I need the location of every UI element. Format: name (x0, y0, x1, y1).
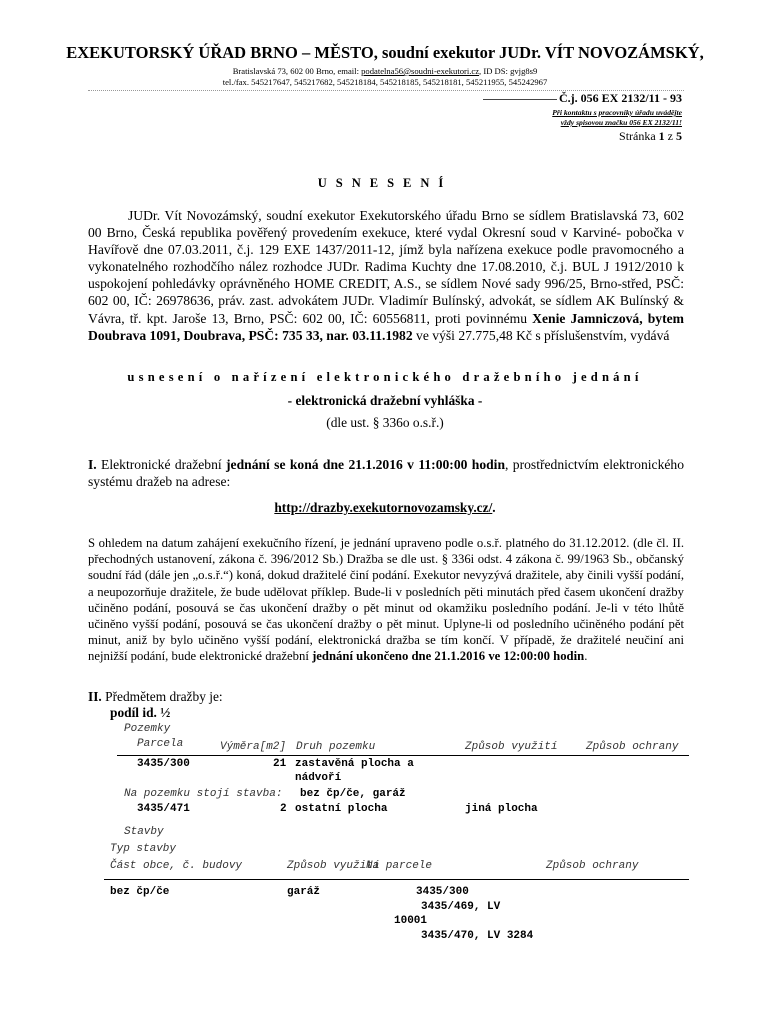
col-header-cast-obce: Část obce, č. budovy (110, 860, 243, 872)
building-parcel-2: 3435/469, LV (421, 901, 501, 913)
section-two-text: Předmětem dražby je: (101, 689, 223, 704)
land-row1-vymera: 21 (273, 758, 287, 770)
section-one-text: Elektronické dražební (96, 457, 227, 472)
col-header-druh: Druh pozemku (296, 741, 376, 753)
col-header-parcela: Parcela (137, 738, 184, 750)
page-label: Stránka (619, 129, 659, 143)
land-row2-druh: ostatní plocha (295, 803, 388, 815)
auction-rules-end: . (584, 649, 588, 664)
office-email-link[interactable]: podatelna56@soudni-exekutori.cz (361, 66, 480, 76)
auction-date: jednání se koná dne 21.1.2016 v 11:00:00 hodin (226, 457, 506, 472)
building-on-land-value: bez čp/če, garáž (300, 788, 406, 800)
document-title: USNESENÍ (317, 176, 453, 190)
auction-url-line (0, 500, 770, 516)
page-current: 1 (658, 129, 665, 143)
land-row1-parcela: 3435/300 (137, 758, 190, 770)
building-parcel-3: 3435/470, LV 3284 (421, 930, 534, 942)
ownership-share: podíl id. ½ (110, 705, 171, 720)
auction-url-link[interactable]: http://drazby.exekutornovozamsky.cz/ (274, 500, 493, 515)
land-row1-druh-line1: zastavěná plocha a (295, 758, 414, 770)
intro-text: JUDr. Vít Novozámský, soudní exekutor Exekutorského úřadu Brno se sídlem Bratislavská 73, 602 00 Brno, Česká republika pověřený provedením exekuce, které vydal Okresní soud v Karviné- pobočka v Havířově dne 07.03.2011, č.j. 129 EXE 1437/2011-12, jímž byla nařízena exekuce podle pravomocného a vykonatelného rozhodčího nález rozhodce JUDr. Radima Kuchty dne 17.08.2010, č.j. BUL J 1912/2010 k uspokojení pohledávky oprávněného HOME CREDIT, A.S., se sídlem Nové sady 996/25, Brno-střed, PSČ: 602 00, IČ: 26978636, práv. zast. advokátem JUDr. Vladimír Bulínský, advokát, se sídlem AK Bulínský & Vávra, tř. kpt. Jaroše 13, Brno, PSČ: 602 00, IČ: 60556811, proti povinnému (88, 208, 684, 326)
office-address (0, 66, 770, 77)
col-header-na-parcele: Na parcele (366, 860, 433, 872)
land-row1-druh-line2: nádvoří (295, 772, 342, 784)
auction-end-date: jednání ukončeno dne 21.1.2016 ve 12:00:00 hodin (312, 649, 585, 664)
section-one-text-end: , prostřednictvím elektronického systému dražeb na adrese: (88, 457, 684, 490)
col-header-vymera: Výměra[m2] (220, 741, 287, 753)
land-section-label: Pozemky (124, 723, 171, 735)
case-number (483, 91, 682, 106)
building-type-label: Typ stavby (110, 843, 177, 855)
section-one-numeral: I. (88, 457, 97, 472)
auction-rules-text: S ohledem na datum zahájení exekučního řízení, je jednání upraveno podle o.s.ř. platného do 31.12.2012. (dle čl. II. přechodných ustanovení, zákona č. 396/2012 Sb.) Dražba se dle ust. § 336i odst. 4 zákona č. 99/1963 Sb., občanský soudní řád (dále jen „o.s.ř.“) koná, dokud dražitelé činí podání. Exekutor nevyzývá dražitele, aby činili vyšší podání, a neupozorňuje dražitele, že bude udělovat příklep. Bude-li v posledních pěti minutách před časem ukončení dražby učiněno podání, posouvá se čas ukončení dražby o pět minut od okamžiku posledního podání. Je-li v této lhůtě učiněno vyšší podání, posouvá se čas ukončení dražby o pět minut. Uplyne-li od posledního učiněného podání pět minut, aniž by bylo učiněno vyšší podání, elektronická dražba se tím končí. V případě, že dražitelé neučiní ani nejnižší podání, bude elektronické dražební (88, 536, 684, 664)
buildings-table-rule (104, 879, 689, 880)
resolution-subtitle: usnesení o nařízení elektronického dražebního jednání (127, 370, 643, 384)
case-number-text: Č.j. 056 EX 2132/11 - 93 (559, 91, 682, 105)
section-two-numeral: II. (88, 689, 102, 704)
address-suffix: , ID DS: gvjg8s9 (479, 66, 538, 76)
col-header-zpusob-ochrany: Způsob ochrany (546, 860, 639, 872)
contact-note-line2: vždy spisovou značku 056 EX 2132/11! (560, 118, 682, 127)
office-title: EXEKUTORSKÝ ÚŘAD BRNO – MĚSTO, soudní exekutor JUDr. VÍT NOVOZÁMSKÝ, (66, 43, 704, 62)
building-vyuziti: garáž (287, 886, 321, 898)
section-two-intro (88, 689, 223, 705)
land-row2-vyuziti: jiná plocha (465, 803, 538, 815)
auction-notice-subtitle: - elektronická dražební vyhláška - (287, 393, 483, 408)
buildings-section-label: Stavby (124, 826, 164, 838)
auction-url-period: . (492, 500, 496, 515)
intro-paragraph (88, 207, 684, 344)
building-parcel-1: 3435/300 (416, 886, 469, 898)
legal-reference: (dle ust. § 336o o.s.ř.) (326, 415, 444, 430)
section-one-intro (88, 456, 684, 490)
auction-rules-paragraph (88, 535, 684, 665)
page-indicator (619, 129, 682, 144)
building-parcel-2-lv: 10001 (394, 915, 428, 927)
address-prefix: Bratislavská 73, 602 00 Brno, email: (232, 66, 362, 76)
debtor-identification: Xenie Jamniczová, bytem Doubrava 1091, Doubrava, PSČ: 735 33, nar. 03.11.1982 (88, 310, 684, 343)
land-row2-parcela: 3435/471 (137, 803, 190, 815)
contact-note-line1: Při kontaktu s pracovníky úřadu uvádějte (552, 108, 682, 117)
col-header-zpusob-vyuziti: Způsob využití (287, 860, 380, 872)
case-number-leader (483, 99, 557, 100)
intro-text-end: ve výši 27.775,48 Kč s příslušenstvím, vydává (412, 327, 670, 343)
col-header-vyuziti: Způsob využití (465, 741, 558, 753)
land-table-rule (117, 755, 689, 756)
page-of: z (664, 129, 676, 143)
col-header-ochrana: Způsob ochrany (586, 741, 679, 753)
office-phones: tel./fax. 545217647, 545217682, 545218184, 545218185, 545218181, 545211955, 545242967 (222, 77, 548, 87)
building-cast-obce: bez čp/če (110, 886, 170, 898)
page-total: 5 (676, 129, 682, 143)
land-row2-vymera: 2 (280, 803, 287, 815)
building-on-land-label: Na pozemku stojí stavba: (124, 788, 283, 800)
